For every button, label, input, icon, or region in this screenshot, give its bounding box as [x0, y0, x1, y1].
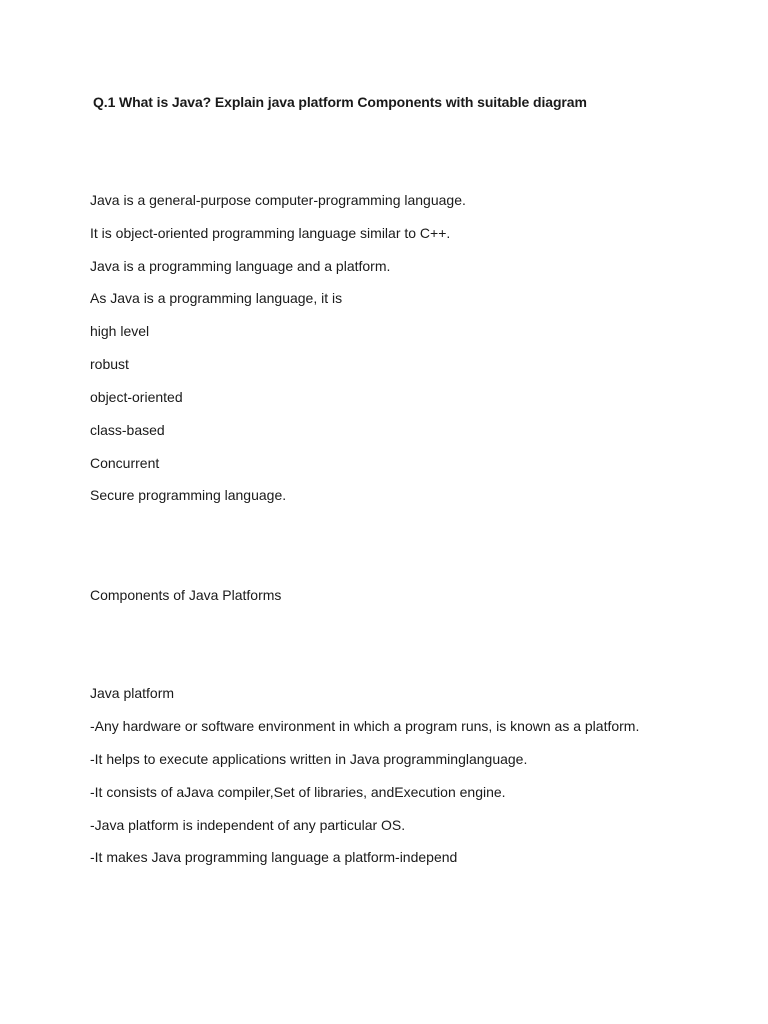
intro-line: It is object-oriented programming language similar to C++.: [90, 225, 451, 241]
intro-line: As Java is a programming language, it is: [90, 290, 343, 306]
intro-line: robust: [90, 356, 129, 372]
platform-heading: Java platform: [90, 685, 175, 701]
platform-point: -Java platform is independent of any particular OS.: [90, 817, 406, 833]
platform-point: -It consists of aJava compiler,Set of libraries, andExecution engine.: [90, 784, 506, 800]
intro-line: Concurrent: [90, 455, 160, 471]
platform-point: -It makes Java programming language a platform-independ: [90, 849, 458, 865]
intro-line: Secure programming language.: [90, 487, 287, 503]
intro-line: Java is a programming language and a platform.: [90, 258, 391, 274]
intro-line: class-based: [90, 422, 165, 438]
question-title: Q.1 What is Java? Explain java platform Components with suitable diagram: [93, 94, 587, 110]
intro-line: Java is a general-purpose computer-programming language.: [90, 192, 466, 208]
platform-point: -It helps to execute applications written in Java programminglanguage.: [90, 751, 528, 767]
intro-line: high level: [90, 323, 150, 339]
intro-line: object-oriented: [90, 389, 183, 405]
platform-point: -Any hardware or software environment in which a program runs, is known as a platform.: [90, 718, 640, 734]
components-heading: Components of Java Platforms: [90, 587, 282, 603]
